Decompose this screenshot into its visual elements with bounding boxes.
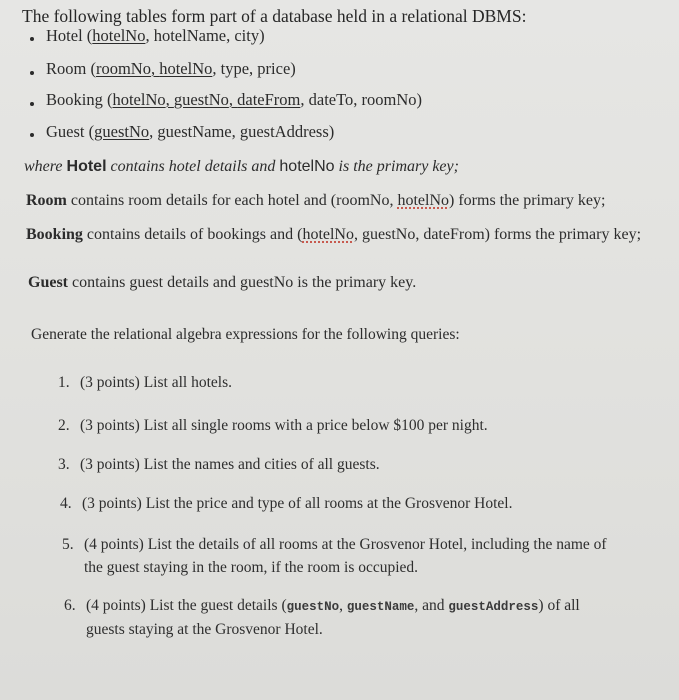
question-item: 4. (3 points) List the price and type of all rooms at the Grosvenor Hotel. — [60, 495, 513, 512]
question-item: 2. (3 points) List all single rooms with a price below $100 per night. — [58, 417, 488, 434]
where-room-paragraph: Room contains room details for each hotel and (roomNo, hotelNo) forms the primary key; — [26, 192, 606, 209]
question-item-continuation: guests staying at the Grosvenor Hotel. — [86, 621, 323, 638]
where-guest-paragraph: Guest contains guest details and guestNo is the primary key. — [28, 274, 417, 291]
question-item: 5. (4 points) List the details of all rooms at the Grosvenor Hotel, including the name of — [62, 536, 607, 553]
where-booking-paragraph: Booking contains details of bookings and (hotelNo, guestNo, dateFrom) forms the primary key; — [26, 226, 642, 243]
instruction-text: Generate the relational algebra expressions for the following queries: — [31, 326, 460, 343]
table-room: Room (roomNo, hotelNo, type, price) — [46, 59, 296, 78]
table-booking: Booking (hotelNo, guestNo, dateFrom, dateTo, roomNo) — [46, 90, 423, 109]
bullet-icon — [30, 71, 34, 75]
question-item: 6. (4 points) List the guest details (guestNo, guestName, and guestAddress) of all — [64, 597, 580, 614]
question-item-continuation: the guest staying in the room, if the room is occupied. — [84, 559, 419, 576]
bullet-icon — [30, 102, 34, 106]
table-guest: Guest (guestNo, guestName, guestAddress) — [46, 122, 335, 141]
bullet-icon — [30, 37, 34, 41]
question-item: 3. (3 points) List the names and cities of all guests. — [58, 456, 380, 473]
question-item: 1. (3 points) List all hotels. — [58, 374, 232, 391]
where-hotel-paragraph: where Hotel contains hotel details and hotelNo is the primary key; — [24, 158, 459, 175]
table-hotel: Hotel (hotelNo, hotelName, city) — [46, 26, 265, 45]
bullet-icon — [30, 133, 34, 137]
page-title: The following tables form part of a database held in a relational DBMS: — [22, 6, 527, 26]
